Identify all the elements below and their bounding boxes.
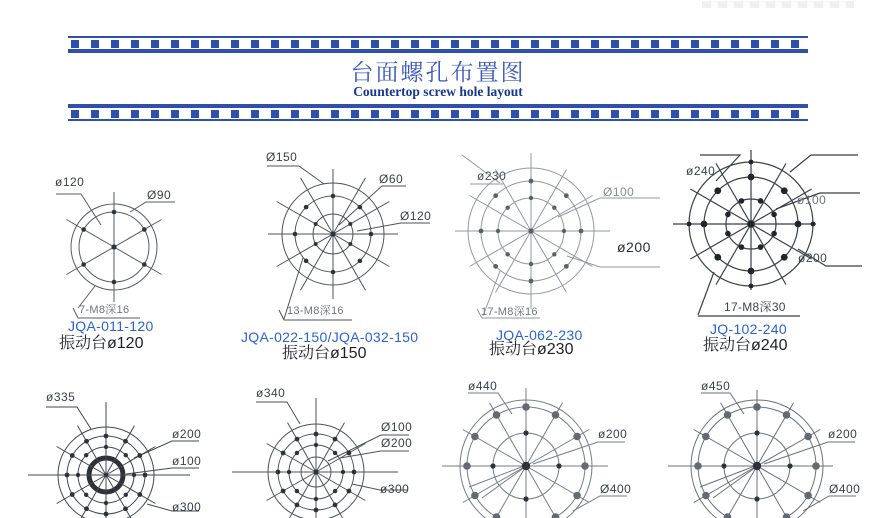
- dim-label: Ø400: [600, 482, 632, 496]
- thread-spec-label: 17-M8深30: [724, 300, 786, 314]
- model-number: JQA-022-150/JQA-032-150: [241, 329, 419, 345]
- thread-spec-label: 13-M8深16: [287, 305, 344, 317]
- drawing-jqa-022-150: [267, 166, 430, 320]
- dim-label: ø230: [477, 169, 507, 183]
- table-size-caption: 振动台ø150: [282, 345, 367, 362]
- dim-label: ø200: [172, 427, 202, 441]
- dim-label: Ø120: [400, 209, 432, 223]
- dim-label: Ø60: [379, 172, 404, 186]
- table-size-caption: 振动台ø120: [59, 335, 144, 352]
- dim-label: ø440: [468, 379, 498, 393]
- dim-label: Ø150: [266, 150, 298, 164]
- dim-label: ø240: [686, 164, 716, 178]
- dim-label: ø335: [46, 390, 76, 404]
- drawing-jqa-011-120: [56, 192, 175, 318]
- dim-label: ø100: [172, 454, 202, 468]
- dim-label: ø120: [55, 175, 85, 189]
- dim-label: Ø90: [147, 188, 172, 202]
- drawing-bottom-450: [668, 390, 856, 518]
- dim-label: ø450: [701, 379, 731, 393]
- drawing-bottom-340: [232, 398, 409, 518]
- dim-label: ø200: [828, 427, 858, 441]
- dim-label: ø300: [380, 482, 410, 496]
- dim-label: ø340: [256, 386, 286, 400]
- thread-spec-label: 17-M8深16: [481, 306, 538, 318]
- thread-spec-label: 7-M8深16: [79, 304, 130, 316]
- model-number: JQ-102-240: [710, 321, 787, 337]
- dim-label: ø100: [797, 193, 827, 207]
- dim-label: ø200: [598, 427, 628, 441]
- dim-label: ø200: [617, 239, 651, 255]
- page-title: 台面螺孔布置图: [350, 59, 526, 85]
- table-size-caption: 振动台ø230: [489, 341, 574, 358]
- table-size-caption: 振动台ø240: [703, 337, 788, 354]
- dim-label: ø300: [172, 500, 202, 514]
- dim-label: Ø400: [829, 482, 861, 496]
- dim-label: Ø200: [381, 436, 413, 450]
- dim-label: ø200: [798, 251, 828, 265]
- dim-label: Ø100: [603, 185, 635, 199]
- page-subtitle: Countertop screw hole layout: [353, 84, 523, 99]
- dim-label: Ø100: [381, 420, 413, 434]
- model-number: JQA-011-120: [68, 318, 154, 334]
- drawing-bottom-440: [442, 388, 627, 518]
- model-number: JQA-062-230: [496, 327, 583, 343]
